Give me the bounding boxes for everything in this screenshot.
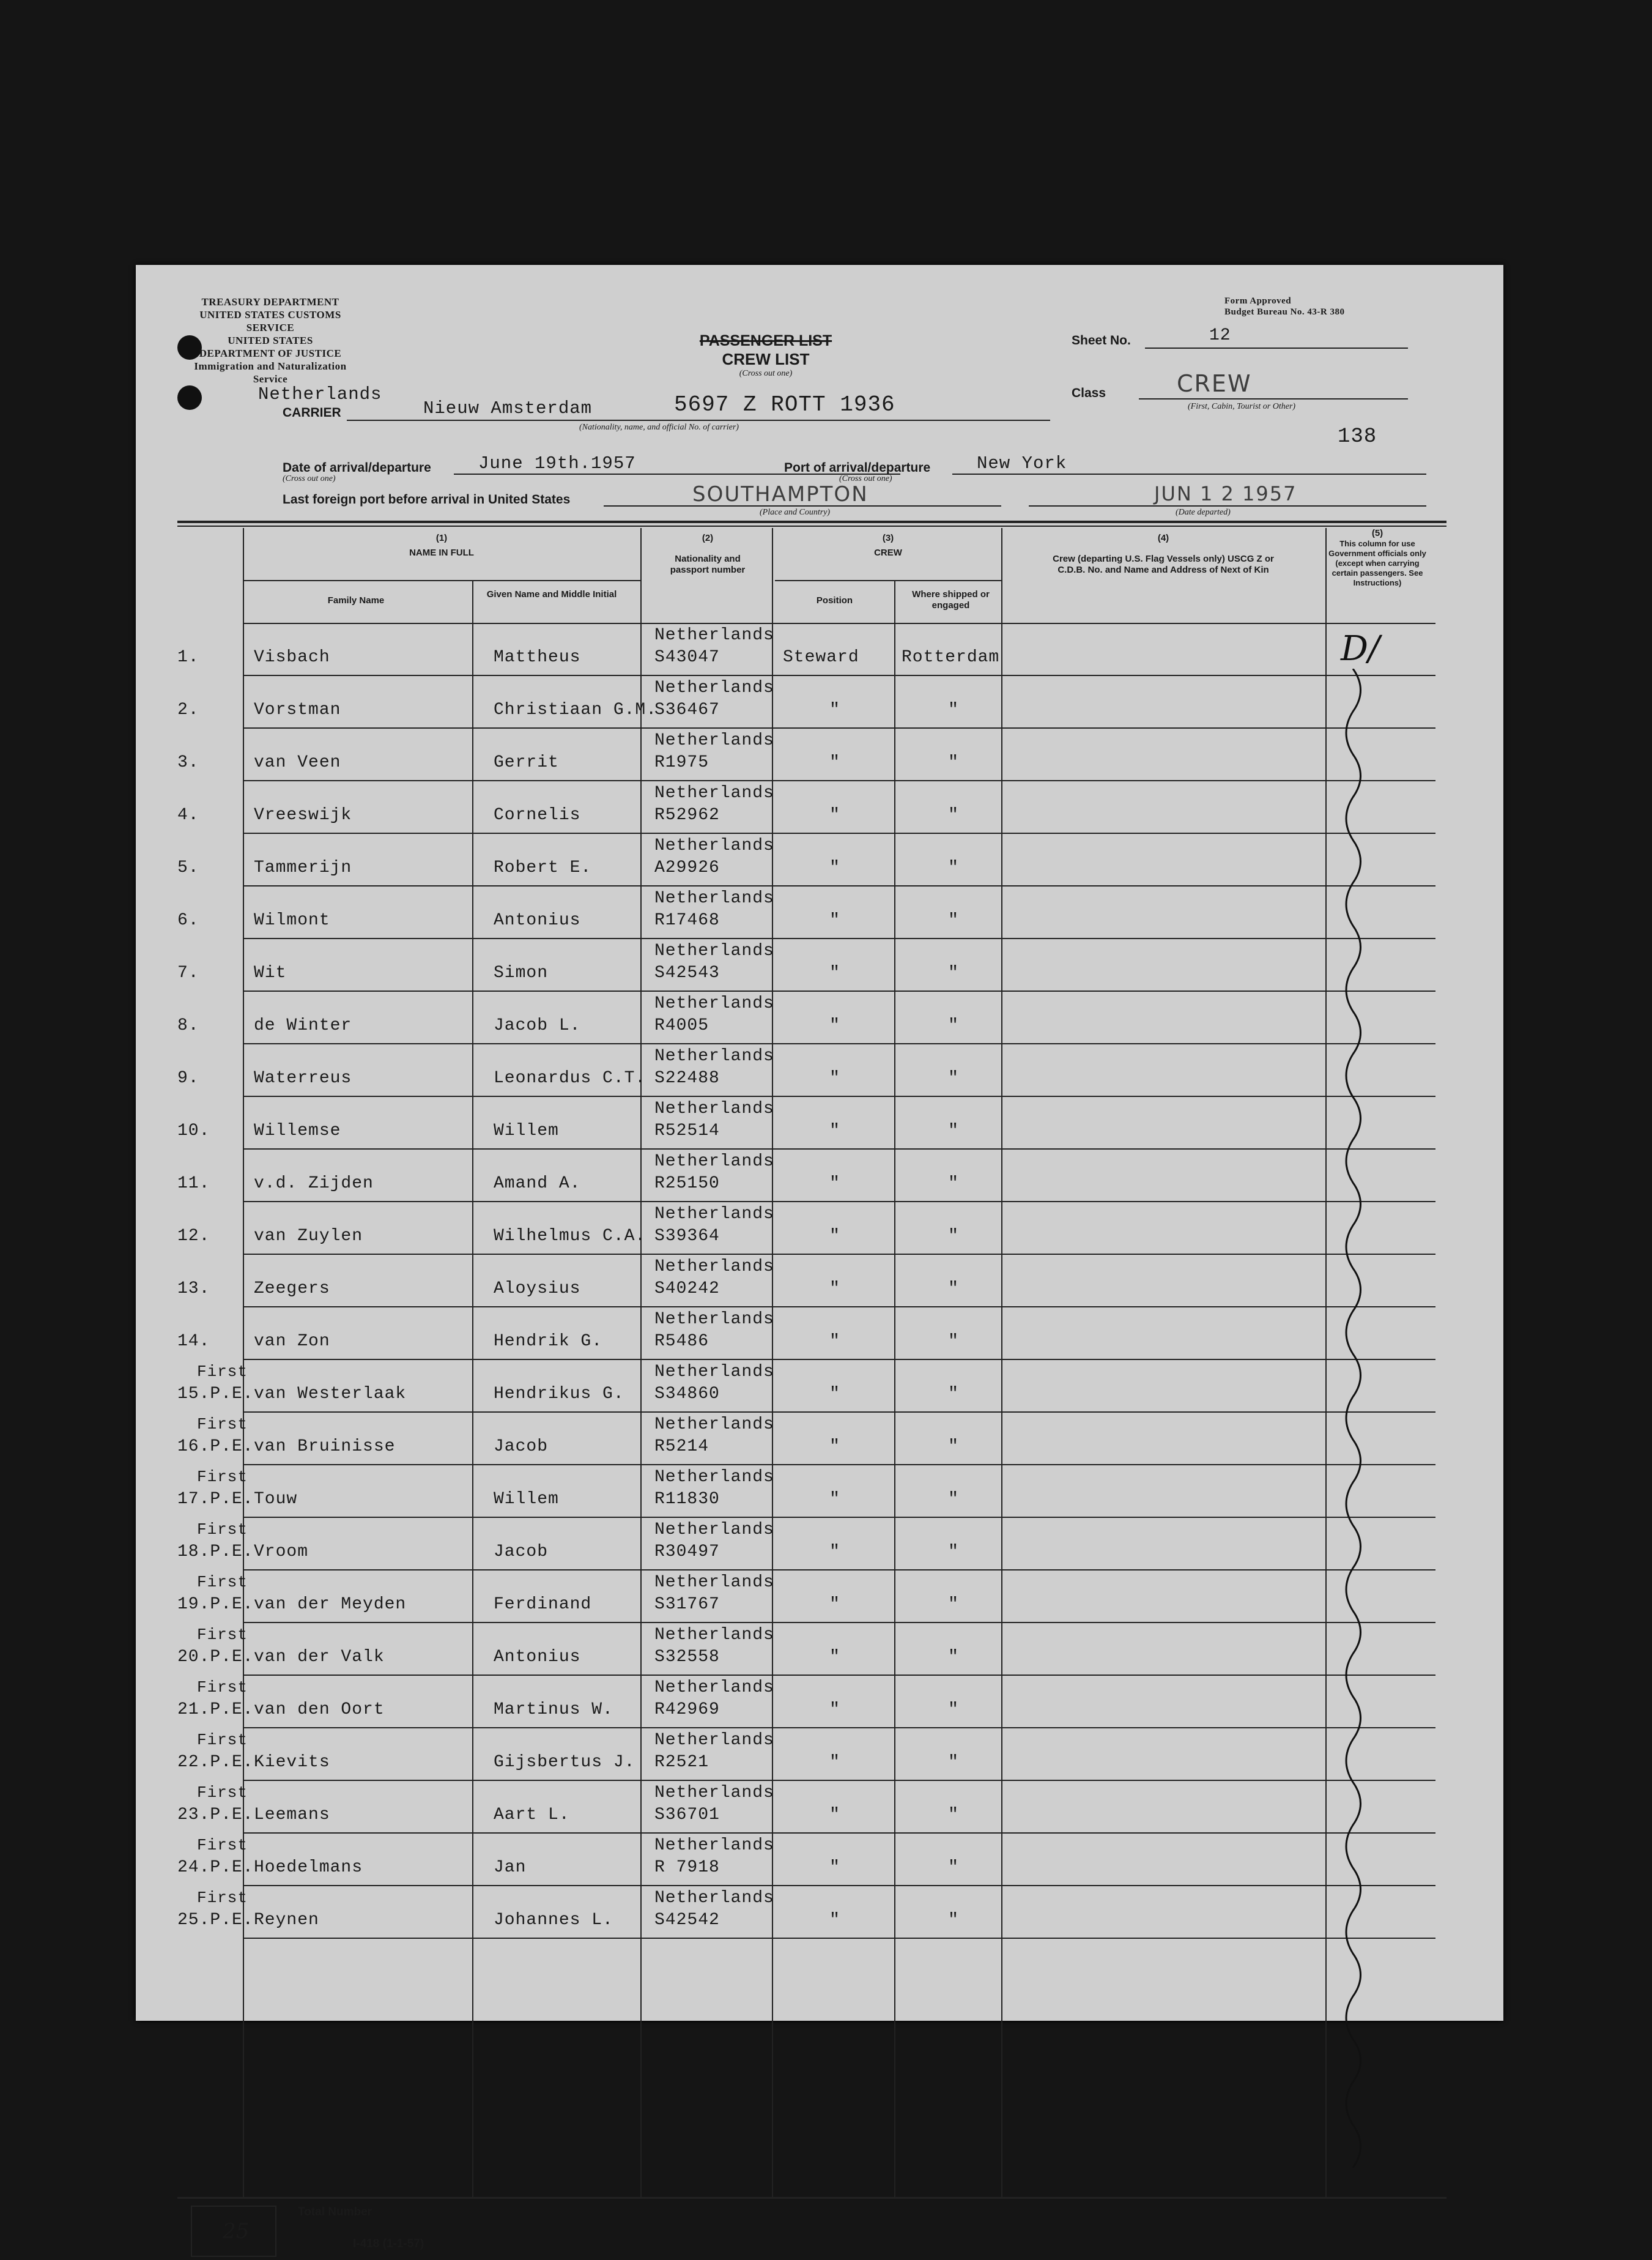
row-prefix: First xyxy=(197,1626,248,1644)
col2-title: Nationality and passport number xyxy=(670,554,746,575)
where-shipped: " xyxy=(948,1174,959,1193)
where-shipped: " xyxy=(948,1858,959,1877)
nationality: Netherlands xyxy=(654,1889,774,1908)
row-prefix: First xyxy=(197,1889,248,1907)
where-shipped: " xyxy=(948,1753,959,1772)
nationality: Netherlands xyxy=(654,889,774,908)
total-number-value: 25 xyxy=(223,2219,250,2243)
col3-number: (3) xyxy=(882,533,894,543)
agency-line: UNITED STATES CUSTOMS SERVICE xyxy=(199,309,341,333)
row-number: 22.P.E. xyxy=(177,1753,254,1772)
list-type xyxy=(643,332,888,379)
crew-position: " xyxy=(829,1385,840,1403)
date-departed-hint: (Date departed) xyxy=(1176,508,1231,517)
given-name: Hendrikus G. xyxy=(494,1385,624,1403)
col3-subrule xyxy=(775,580,1001,581)
given-name: Aart L. xyxy=(494,1805,570,1824)
passport-number: S42542 xyxy=(654,1911,720,1930)
row-rule xyxy=(243,885,1435,887)
passport-number: R1975 xyxy=(654,753,709,772)
nationality: Netherlands xyxy=(654,1362,774,1381)
passport-number: R30497 xyxy=(654,1542,720,1561)
where-shipped: " xyxy=(948,1385,959,1403)
crew-position: " xyxy=(829,1595,840,1614)
form-number: I-418 (1-1-57) xyxy=(353,2237,424,2250)
crew-position: " xyxy=(829,1648,840,1667)
given-name: Hendrik G. xyxy=(494,1332,603,1351)
last-port-hint: (Place and Country) xyxy=(760,508,831,517)
crew-position: " xyxy=(829,753,840,772)
nationality: Netherlands xyxy=(654,1520,774,1539)
given-name: Wilhelmus C.A. xyxy=(494,1227,646,1246)
where-shipped: " xyxy=(948,1332,959,1351)
crew-position: " xyxy=(829,1332,840,1351)
passport-number: R17468 xyxy=(654,911,720,930)
carrier-official-number: 5697 Z ROTT 1936 xyxy=(674,392,895,417)
total-number-box xyxy=(191,2206,276,2257)
crew-position: " xyxy=(829,858,840,877)
col4-head xyxy=(1004,533,1322,576)
row-rule xyxy=(243,1885,1435,1886)
given-name: Robert E. xyxy=(494,858,592,877)
row-prefix: First xyxy=(197,1678,248,1697)
col5-head xyxy=(1328,528,1426,588)
col5-title: This column for use Government officials only (except when carrying certain passengers. See Instructions) xyxy=(1328,539,1426,587)
family-name-head: Family Name xyxy=(327,595,385,606)
row-number: 2. xyxy=(177,701,199,719)
col4-number: (4) xyxy=(1157,533,1169,543)
row-rule xyxy=(243,938,1435,939)
table-bottom-rule xyxy=(177,2197,1446,2199)
carrier-name: Nieuw Amsterdam xyxy=(423,398,593,418)
where-shipped: " xyxy=(948,701,959,719)
family-name: Reynen xyxy=(254,1911,319,1930)
where-shipped: " xyxy=(948,1437,959,1456)
official-annotation: D/ xyxy=(1341,629,1380,669)
passport-number: S34860 xyxy=(654,1385,720,1403)
agency-line: TREASURY DEPARTMENT xyxy=(201,296,339,308)
nationality: Netherlands xyxy=(654,1836,774,1855)
nationality: Netherlands xyxy=(654,1678,774,1697)
nationality: Netherlands xyxy=(654,678,774,697)
col3-title: CREW xyxy=(874,548,902,558)
crew-position: " xyxy=(829,1069,840,1088)
crew-position: " xyxy=(829,1174,840,1193)
column-rule xyxy=(640,528,642,2197)
family-name: van der Valk xyxy=(254,1648,385,1667)
row-rule xyxy=(243,1622,1435,1623)
given-name: Johannes L. xyxy=(494,1911,613,1930)
form-approved-line: Form Approved xyxy=(1224,296,1292,306)
row-rule xyxy=(243,1675,1435,1676)
row-rule xyxy=(243,1569,1435,1570)
col1-subrule xyxy=(243,580,640,581)
family-name: van der Meyden xyxy=(254,1595,407,1614)
passport-number: R25150 xyxy=(654,1174,720,1193)
crew-position: " xyxy=(829,1016,840,1035)
family-name: v.d. Zijden xyxy=(254,1174,374,1193)
passport-number: R11830 xyxy=(654,1490,720,1509)
passport-number: R52514 xyxy=(654,1121,720,1140)
row-number: 15.P.E. xyxy=(177,1385,254,1403)
row-rule xyxy=(243,991,1435,992)
given-name: Jacob xyxy=(494,1437,549,1456)
passport-number: S42543 xyxy=(654,964,720,983)
row-number: 10. xyxy=(177,1121,210,1140)
given-name: Jacob xyxy=(494,1542,549,1561)
column-rule xyxy=(1325,528,1327,2197)
row-number: 7. xyxy=(177,964,199,983)
row-rule xyxy=(243,1464,1435,1465)
carrier-line xyxy=(347,420,1050,421)
row-number: 9. xyxy=(177,1069,199,1088)
family-name: Vroom xyxy=(254,1542,309,1561)
arrival-date-label: Date of arrival/departure xyxy=(283,461,431,475)
where-shipped: " xyxy=(948,1805,959,1824)
where-shipped: " xyxy=(948,858,959,877)
crew-position: " xyxy=(829,701,840,719)
crew-position: " xyxy=(829,1279,840,1298)
nationality: Netherlands xyxy=(654,1626,774,1645)
where-shipped-head: Where shipped or engaged xyxy=(912,589,990,611)
family-name: van Westerlaak xyxy=(254,1385,407,1403)
col4-title: Crew (departing U.S. Flag Vessels only) USCG Z or C.D.B. No. and Name and Address of Next of Kin xyxy=(1053,554,1274,575)
family-name: Touw xyxy=(254,1490,298,1509)
row-number: 6. xyxy=(177,911,199,930)
row-rule xyxy=(243,833,1435,834)
row-rule xyxy=(243,1043,1435,1044)
column-rule xyxy=(894,580,895,2197)
form-approved xyxy=(1224,296,1345,318)
col1-title: NAME IN FULL xyxy=(409,548,474,558)
nationality: Netherlands xyxy=(654,1573,774,1592)
row-number: 23.P.E. xyxy=(177,1805,254,1824)
crew-position: " xyxy=(829,1805,840,1824)
row-rule xyxy=(243,1517,1435,1518)
col2-number: (2) xyxy=(702,533,714,543)
given-name: Cornelis xyxy=(494,806,581,825)
row-number: 3. xyxy=(177,753,199,772)
sheet-line xyxy=(1145,348,1408,349)
agency-line: Immigration and Naturalization Service xyxy=(194,360,347,385)
given-name: Jan xyxy=(494,1858,527,1877)
date-departed-line xyxy=(1029,505,1426,507)
row-number: 8. xyxy=(177,1016,199,1035)
row-number: 11. xyxy=(177,1174,210,1193)
row-rule xyxy=(243,1780,1435,1781)
where-shipped: " xyxy=(948,1227,959,1246)
nationality: Netherlands xyxy=(654,1310,774,1329)
where-shipped: " xyxy=(948,1279,959,1298)
arrival-date-hint: (Cross out one) xyxy=(283,474,336,483)
row-rule xyxy=(243,675,1435,676)
family-name: Willemse xyxy=(254,1121,341,1140)
passport-number: S31767 xyxy=(654,1595,720,1614)
row-rule xyxy=(243,727,1435,729)
passport-number: R52962 xyxy=(654,806,720,825)
family-name: Leemans xyxy=(254,1805,330,1824)
port-label: Port of arrival/departure xyxy=(784,461,931,475)
passport-number: A29926 xyxy=(654,858,720,877)
nationality: Netherlands xyxy=(654,1468,774,1487)
column-rule xyxy=(472,580,473,2197)
passport-number: R5214 xyxy=(654,1437,709,1456)
header-rule xyxy=(177,521,1446,523)
row-rule xyxy=(243,1096,1435,1097)
row-rule xyxy=(243,1832,1435,1834)
nationality: Netherlands xyxy=(654,1205,774,1224)
row-rule xyxy=(243,780,1435,781)
nationality: Netherlands xyxy=(654,1099,774,1118)
row-number: 21.P.E. xyxy=(177,1700,254,1719)
sheet-label: Sheet No. xyxy=(1072,333,1131,348)
form-approved-line: Budget Bureau No. 43-R 380 xyxy=(1224,307,1345,317)
crew-position: " xyxy=(829,1490,840,1509)
family-name: van Zuylen xyxy=(254,1227,363,1246)
where-shipped: " xyxy=(948,1648,959,1667)
crew-list-sheet xyxy=(136,265,1503,2250)
row-number: 16.P.E. xyxy=(177,1437,254,1456)
agency-block xyxy=(191,296,350,385)
crew-position: " xyxy=(829,1858,840,1877)
row-rule xyxy=(243,1148,1435,1150)
col1-number: (1) xyxy=(435,533,448,543)
punch-hole xyxy=(177,385,202,410)
passport-number: R2521 xyxy=(654,1753,709,1772)
given-name: Leonardus C.T. xyxy=(494,1069,646,1088)
list-type-struck: PASSENGER LIST xyxy=(699,332,832,349)
row-prefix: First xyxy=(197,1415,248,1433)
crew-position: " xyxy=(829,1437,840,1456)
port-of-arrival: New York xyxy=(977,453,1067,474)
family-name: de Winter xyxy=(254,1016,352,1035)
row-prefix: First xyxy=(197,1468,248,1486)
given-name: Ferdinand xyxy=(494,1595,592,1614)
row-prefix: First xyxy=(197,1520,248,1539)
nationality: Netherlands xyxy=(654,1783,774,1802)
row-prefix: First xyxy=(197,1836,248,1854)
given-name: Christiaan G.M. xyxy=(494,701,657,719)
row-number: 1. xyxy=(177,648,199,667)
given-name: Simon xyxy=(494,964,549,983)
row-number: 12. xyxy=(177,1227,210,1246)
crew-position: " xyxy=(829,911,840,930)
where-shipped: " xyxy=(948,1595,959,1614)
last-port-label: Last foreign port before arrival in United States xyxy=(283,493,571,507)
where-shipped: Rotterdam xyxy=(902,648,1000,667)
passport-number: S32558 xyxy=(654,1648,720,1667)
row-number: 24.P.E. xyxy=(177,1858,254,1877)
row-rule xyxy=(243,1727,1435,1728)
crew-position: " xyxy=(829,806,840,825)
row-rule xyxy=(243,1938,1435,1939)
row-rule xyxy=(243,1306,1435,1307)
family-name: Vorstman xyxy=(254,701,341,719)
given-name: Gerrit xyxy=(494,753,559,772)
where-shipped: " xyxy=(948,911,959,930)
where-shipped: " xyxy=(948,1016,959,1035)
col2-head xyxy=(643,533,772,576)
row-rule xyxy=(243,1411,1435,1413)
nationality: Netherlands xyxy=(654,1731,774,1750)
passport-number: R 7918 xyxy=(654,1858,720,1877)
passport-number: S36467 xyxy=(654,701,720,719)
where-shipped: " xyxy=(948,1700,959,1719)
nationality: Netherlands xyxy=(654,1415,774,1434)
given-name: Willem xyxy=(494,1121,559,1140)
given-name: Gijsbertus J. xyxy=(494,1753,635,1772)
passport-number: R42969 xyxy=(654,1700,720,1719)
given-name-head: Given Name and Middle Initial xyxy=(486,589,617,600)
passport-number: R4005 xyxy=(654,1016,709,1035)
row-number: 13. xyxy=(177,1279,210,1298)
row-prefix: First xyxy=(197,1783,248,1802)
given-name: Antonius xyxy=(494,1648,581,1667)
given-name: Willem xyxy=(494,1490,559,1509)
row-rule xyxy=(243,1201,1435,1202)
passport-number: S43047 xyxy=(654,648,720,667)
nationality: Netherlands xyxy=(654,731,774,750)
col3-head xyxy=(775,533,1001,559)
passport-number: S22488 xyxy=(654,1069,720,1088)
where-shipped: " xyxy=(948,1069,959,1088)
given-name: Amand A. xyxy=(494,1174,581,1193)
family-name: van den Oort xyxy=(254,1700,385,1719)
crew-position: " xyxy=(829,1121,840,1140)
family-name: Visbach xyxy=(254,648,330,667)
crew-position: " xyxy=(829,1753,840,1772)
page-number: 138 xyxy=(1338,425,1377,448)
row-number: 4. xyxy=(177,806,199,825)
col5-number: (5) xyxy=(1371,528,1383,538)
sheet-number: 12 xyxy=(1209,326,1231,345)
row-prefix: First xyxy=(197,1573,248,1591)
crew-position: " xyxy=(829,1227,840,1246)
column-rule xyxy=(1001,528,1002,2197)
agency-line: UNITED STATES DEPARTMENT OF JUSTICE xyxy=(199,335,342,359)
where-shipped: " xyxy=(948,1911,959,1930)
list-type-title: CREW LIST xyxy=(722,350,810,368)
ditto-wavy-line xyxy=(1335,669,1377,2198)
crew-position: Steward xyxy=(783,648,859,667)
row-rule xyxy=(243,1359,1435,1360)
port-line xyxy=(952,474,1426,475)
crew-position: " xyxy=(829,1542,840,1561)
where-shipped: " xyxy=(948,1121,959,1140)
family-name: Vreeswijk xyxy=(254,806,352,825)
given-name: Jacob L. xyxy=(494,1016,581,1035)
row-number: 19.P.E. xyxy=(177,1595,254,1614)
class-line xyxy=(1139,398,1408,400)
nationality: Netherlands xyxy=(654,942,774,961)
family-name: Kievits xyxy=(254,1753,330,1772)
passport-number: S36701 xyxy=(654,1805,720,1824)
nationality: Netherlands xyxy=(654,784,774,803)
passport-number: S39364 xyxy=(654,1227,720,1246)
last-port: SOUTHAMPTON xyxy=(692,482,869,507)
row-number: 5. xyxy=(177,858,199,877)
given-name: Antonius xyxy=(494,911,581,930)
passport-number: S40242 xyxy=(654,1279,720,1298)
nationality: Netherlands xyxy=(654,1257,774,1276)
family-name: Hoedelmans xyxy=(254,1858,363,1877)
where-shipped: " xyxy=(948,1542,959,1561)
row-number: 25.P.E. xyxy=(177,1911,254,1930)
crew-position: " xyxy=(829,1700,840,1719)
where-shipped: " xyxy=(948,753,959,772)
family-name: van Zon xyxy=(254,1332,330,1351)
nationality: Netherlands xyxy=(654,994,774,1013)
crew-position: " xyxy=(829,1911,840,1930)
nationality: Netherlands xyxy=(654,626,774,645)
column-head-rule xyxy=(243,623,1435,624)
row-number: 18.P.E. xyxy=(177,1542,254,1561)
given-name: Aloysius xyxy=(494,1279,581,1298)
class-label: Class xyxy=(1072,386,1106,400)
row-number: 20.P.E. xyxy=(177,1648,254,1667)
row-number: 17.P.E. xyxy=(177,1490,254,1509)
family-name: Waterreus xyxy=(254,1069,352,1088)
family-name: Tammerijn xyxy=(254,858,352,877)
date-departed: JUN 1 2 1957 xyxy=(1154,482,1297,505)
carrier-nationality: Netherlands xyxy=(258,384,382,404)
nationality: Netherlands xyxy=(654,1152,774,1171)
carrier-hint: (Nationality, name, and official No. of carrier) xyxy=(579,423,739,432)
family-name: van Veen xyxy=(254,753,341,772)
port-hint: (Cross out one) xyxy=(839,474,892,483)
class-value: CREW xyxy=(1177,370,1252,397)
given-name: Martinus W. xyxy=(494,1700,613,1719)
family-name: Wit xyxy=(254,964,287,983)
passport-number: R5486 xyxy=(654,1332,709,1351)
family-name: Wilmont xyxy=(254,911,330,930)
row-prefix: First xyxy=(197,1362,248,1381)
carrier-label: CARRIER xyxy=(283,406,341,420)
row-rule xyxy=(243,1254,1435,1255)
family-name: van Bruinisse xyxy=(254,1437,396,1456)
where-shipped: " xyxy=(948,806,959,825)
position-head: Position xyxy=(816,595,853,606)
arrival-date: June 19th.1957 xyxy=(478,453,636,474)
nationality: Netherlands xyxy=(654,836,774,855)
nationality: Netherlands xyxy=(654,1047,774,1066)
row-prefix: First xyxy=(197,1731,248,1749)
crew-position: " xyxy=(829,964,840,983)
given-name: Mattheus xyxy=(494,648,581,667)
col1-head xyxy=(243,533,640,559)
family-name: Zeegers xyxy=(254,1279,330,1298)
where-shipped: " xyxy=(948,1490,959,1509)
total-number-label: Total Number xyxy=(298,2206,372,2218)
where-shipped: " xyxy=(948,964,959,983)
class-hint: (First, Cabin, Tourist or Other) xyxy=(1188,402,1296,411)
header-rule xyxy=(177,526,1446,527)
cross-out-note: (Cross out one) xyxy=(739,369,793,378)
row-number: 14. xyxy=(177,1332,210,1351)
